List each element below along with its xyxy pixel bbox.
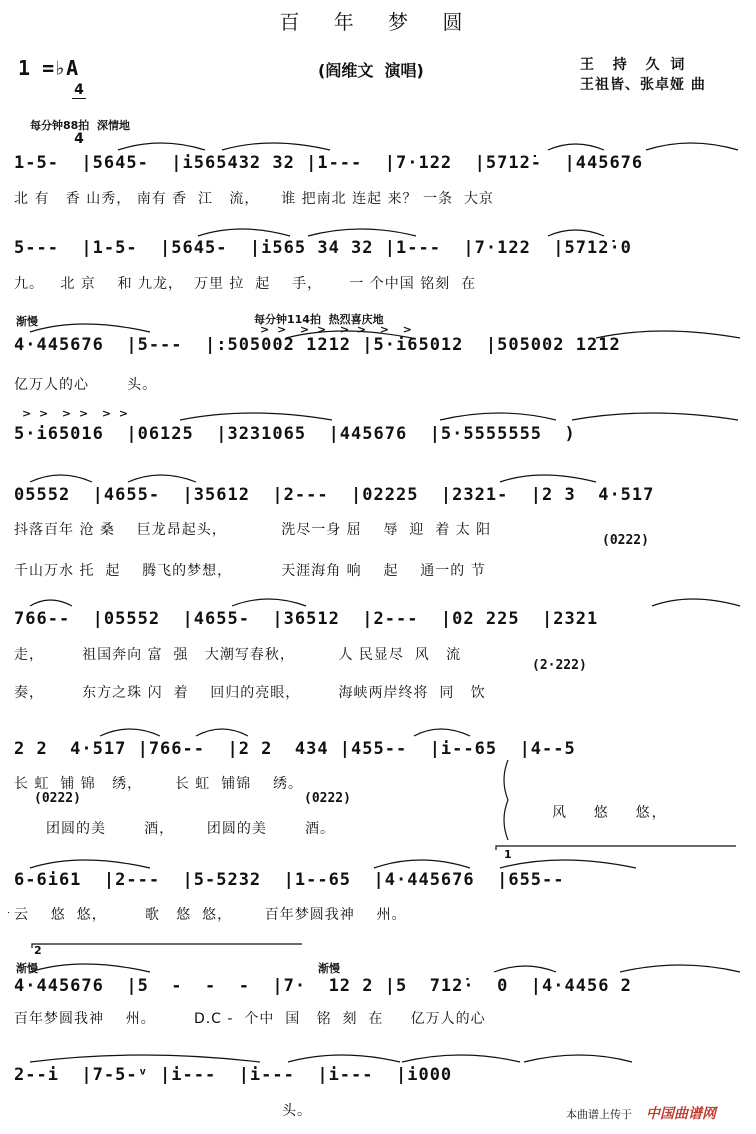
staff-8-lyrics: 云 悠 悠， 歌 悠 悠， 百年梦圆我神 州。 xyxy=(14,907,407,923)
singer-credit: (阎维文 演唱) xyxy=(318,61,424,80)
staff-3-lyrics: 亿万人的心 头。 xyxy=(14,377,158,393)
staff-10-notes: 2--i |7-5-ᵛ |i--- |i--- |i--- |i000 xyxy=(14,1065,453,1085)
staff-1-notes: 1-5- |5645- |i565432 32 |1--- |7·122 |5712̇- |445676 xyxy=(14,153,644,173)
staff-7-notes: 2 2 4·517 |766-- |2 2 434 |455-- |i--65 |4--5 xyxy=(14,739,576,759)
tempo-marking-1: 每分钟88拍 深情地 xyxy=(30,119,130,132)
staff-7-lyrics-1: 长 虹 铺 锦 绣， 长 虹 铺锦 绣。 xyxy=(14,776,304,792)
staff-7-alt-rhythm-1: (0222) xyxy=(34,791,81,806)
staff-5-lyrics-2: 千山万水 托 起 腾飞的梦想， 天涯海角 响 起 通一的 节 xyxy=(14,563,486,579)
staff-8-notes: 6-6i61 |2--- |5-5232 |1--65 |4·445676 |655-- xyxy=(14,870,565,890)
ritardando-marking-1: 渐慢 xyxy=(16,315,38,328)
staff-4-notes: 5·i65016 |06125 |3231065 |445676 |5·5555555 ) xyxy=(14,424,576,444)
time-sig-top: 4 xyxy=(74,82,84,98)
staff-5-alt-rhythm: (0222) xyxy=(602,533,649,548)
upload-note: 本曲谱上传于 xyxy=(566,1108,632,1121)
key-signature: 1 =♭A xyxy=(18,56,79,80)
tempo-marking-2: 每分钟114拍 热烈喜庆地 xyxy=(254,313,384,326)
staff-3-notes: 4·445676 |5--- |:505002 1212 |5·i65012 |505002 1212 xyxy=(14,335,621,355)
time-signature xyxy=(72,50,86,163)
staff-6-alt-rhythm: (2·222) xyxy=(532,658,587,673)
staff-6-notes: 766-- |05552 |4655- |36512 |2--- |02 225 |2321 xyxy=(14,609,599,629)
accent-marks-2: > > > > > > xyxy=(22,407,131,420)
staff-7-alt-rhythm-2: (0222) xyxy=(304,791,351,806)
lyricist-credit: 王 持 久 词 xyxy=(580,57,688,73)
staff-6-lyrics-1: 走， 祖国奔向 富 强 大潮写春秋， 人 民显尽 风 流 xyxy=(14,647,462,663)
staff-10-lyrics: 头。 xyxy=(282,1103,312,1119)
staff-2-lyrics: 九。 北 京 和 九龙， 万里 拉 起 手， 一 个中国 铭刻 在 xyxy=(14,276,477,292)
staff-1-lyrics: 北 有 香 山秀， 南有 香 江 流， 谁 把南北 连起 来？ 一条 大京 xyxy=(14,191,494,207)
staff-2-notes: 5--- |1-5- |5645- |i565 34 32 |1--- |7·122 |5712̇·0 xyxy=(14,238,632,258)
ritardando-marking-3: 渐慢 xyxy=(318,962,340,975)
volta-2-label: 2 xyxy=(34,944,42,957)
staff-7-side-lyric: 风 悠 悠， xyxy=(552,805,668,821)
time-sig-bottom: 4 xyxy=(74,131,84,147)
song-title: 百 年 梦 圆 xyxy=(279,10,477,34)
staff-9-notes: 4·445676 |5 - - - |7· 12 2 |5 712̇· 0 |4·4456 2 xyxy=(14,976,632,996)
staff-6-lyrics-2: 奏， 东方之珠 闪 着 回归的亮眼， 海峡两岸终将 同 饮 xyxy=(14,685,486,701)
staff-9-lyrics: 百年梦圆我神 州。 D.C - 个中 国 铭 刻 在 亿万人的心 xyxy=(14,1011,486,1027)
staff-5-notes: 05552 |4655- |35612 |2--- |02225 |2321- |2 3 4·517 xyxy=(14,485,655,505)
site-logo: 中国曲谱网 xyxy=(646,1106,716,1122)
staff-7-lyrics-2: 团圆的美 酒， 团圆的美 酒。 xyxy=(46,821,336,837)
composer-credit: 王祖皆、张卓娅 曲 xyxy=(580,77,706,93)
accent-marks-1: > > > > > > > > xyxy=(260,323,414,336)
volta-1-label: 1 xyxy=(504,848,512,861)
staff-5-lyrics-1: 抖落百年 沧 桑 巨龙昂起头， 洗尽一身 屈 辱 迎 着 太 阳 xyxy=(14,522,492,538)
ritardando-marking-2: 渐慢 xyxy=(16,962,38,975)
